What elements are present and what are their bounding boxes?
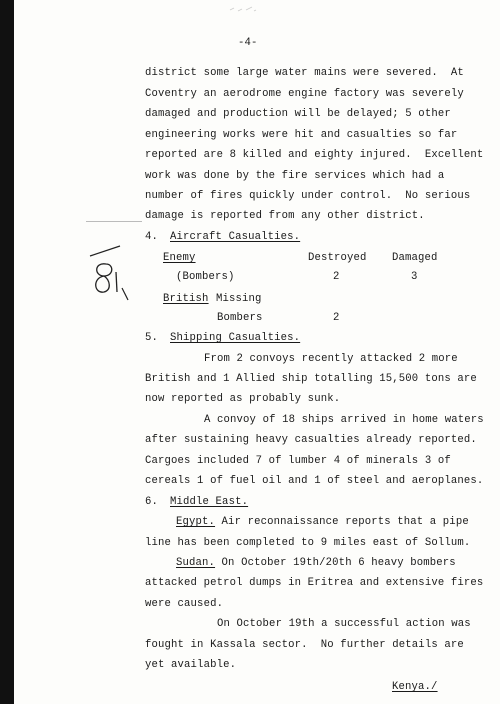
subheading-sudan: Sudan. — [176, 557, 216, 569]
body-line: Cargoes included 7 of lumber 4 of minerals 3 of — [145, 455, 451, 467]
body-line: A convoy of 18 ships arrived in home waters — [204, 414, 484, 426]
body-line: work was done by the fire services which had a — [145, 170, 445, 182]
table-row-label: Bombers — [217, 312, 263, 324]
body-line: were caused. — [145, 598, 224, 610]
body-line: fought in Kassala sector. No further details are — [145, 639, 464, 651]
body-line — [176, 515, 469, 529]
section-number: 6. — [145, 496, 159, 508]
table-row-label: (Bombers) — [176, 271, 235, 283]
section-number: 4. — [145, 231, 159, 243]
page-number: -4- — [238, 37, 258, 49]
body-line: damage is reported from any other district. — [145, 210, 425, 222]
body-line: Coventry an aerodrome engine factory was severely — [145, 88, 464, 100]
faint-rule — [86, 221, 142, 222]
body-line — [176, 556, 456, 570]
table-header-destroyed: Destroyed — [308, 252, 367, 264]
body-line: attacked petrol dumps in Eritrea and extensive fires — [145, 577, 484, 589]
body-text: On October 19th/20th 6 heavy bombers — [215, 557, 456, 569]
body-line: From 2 convoys recently attacked 2 more — [204, 353, 458, 365]
body-line: now reported as probably sunk. — [145, 393, 341, 405]
body-line: On October 19th a successful action was — [217, 618, 471, 630]
body-line: reported are 8 killed and eighty injured. Excellent — [145, 149, 484, 161]
table-label-missing: Missing — [216, 293, 262, 305]
section-number: 5. — [145, 332, 159, 344]
table-cell: 3 — [411, 271, 418, 283]
body-line: British and 1 Allied ship totalling 15,500 tons are — [145, 373, 477, 385]
catchword-text: Kenya./ — [392, 681, 438, 693]
body-line: cereals 1 of fuel oil and 1 of steel and aeroplanes. — [145, 475, 484, 487]
body-line: after sustaining heavy casualties already reported. — [145, 434, 477, 446]
section-heading: Middle East. — [170, 496, 249, 508]
body-line: number of fires quickly under control. No serious — [145, 190, 471, 202]
section-heading: Shipping Casualties. — [170, 332, 301, 344]
handwritten-margin-mark — [84, 242, 130, 304]
ink-smudge — [228, 4, 258, 14]
table-cell: 2 — [333, 312, 340, 324]
subheading-egypt: Egypt. — [176, 516, 216, 528]
body-line: district some large water mains were severed. At — [145, 67, 464, 79]
body-line: line has been completed to 9 miles east of Sollum. — [145, 537, 471, 549]
body-line: damaged and production will be delayed; 5 other — [145, 108, 451, 120]
catchword — [392, 680, 438, 694]
table-label-british: British — [163, 293, 209, 305]
body-line: engineering works were hit and casualties so far — [145, 129, 458, 141]
table-cell: 2 — [333, 271, 340, 283]
table-header-damaged: Damaged — [392, 252, 438, 264]
table-header-enemy: Enemy — [163, 252, 196, 264]
scan-edge — [0, 0, 14, 704]
body-text: Air reconnaissance reports that a pipe — [215, 516, 469, 528]
section-heading: Aircraft Casualties. — [170, 231, 301, 243]
body-line: yet available. — [145, 659, 237, 671]
